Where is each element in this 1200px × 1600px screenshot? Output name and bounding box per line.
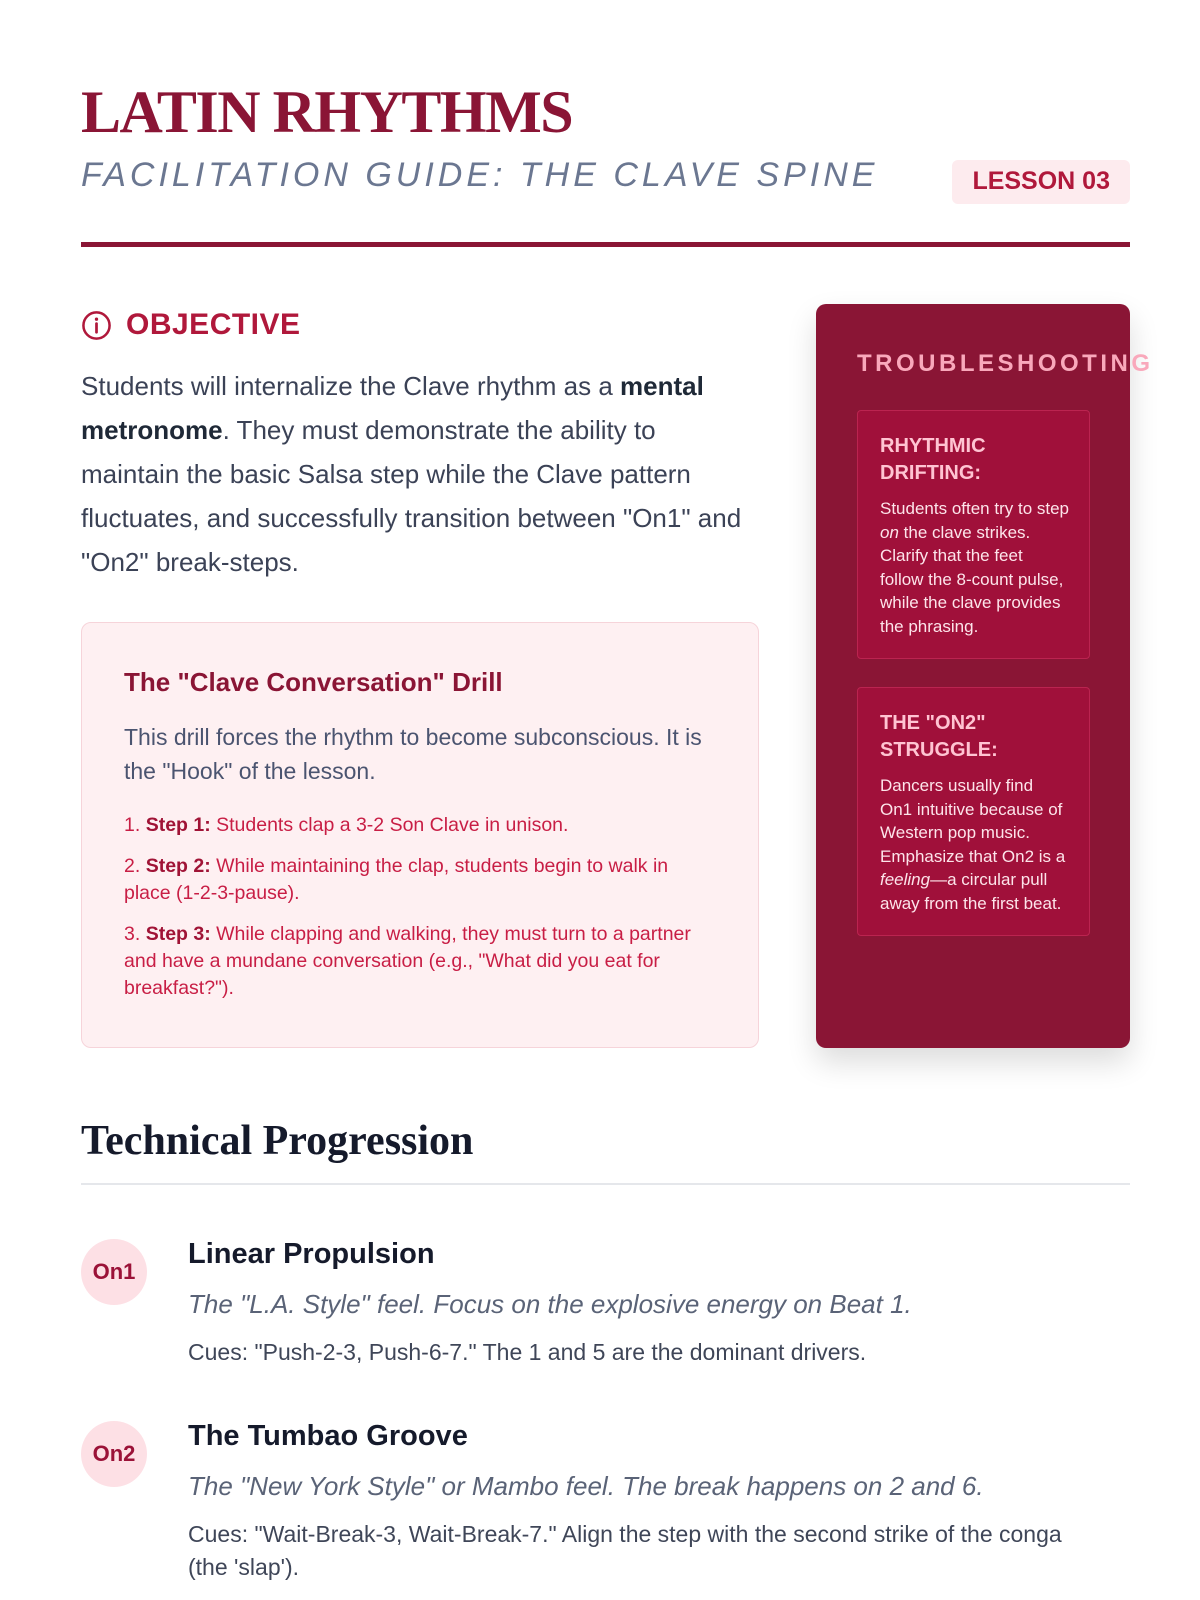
issue-text: Dancers usually find On1 intuitive because of Western pop music. Emphasize that On2 is a feeling—a circular pull away from the first beat. xyxy=(880,776,1066,913)
progression-description: The "New York Style" or Mambo feel. The break happens on 2 and 6. xyxy=(188,1470,984,1501)
progression-body xyxy=(188,1239,1088,1369)
page-subtitle: FACILITATION GUIDE: THE CLAVE SPINE xyxy=(81,156,879,194)
drill-step: 1. Step 1: Students clap a 3-2 Son Clave in unison. xyxy=(124,814,569,836)
drill-card xyxy=(81,622,759,1048)
drill-intro: This drill forces the rhythm to become subconscious. It is the "Hook" of the lesson. xyxy=(124,724,702,784)
progression-title: The Tumbao Groove xyxy=(188,1420,468,1452)
issue-title: THE "ON2" STRUGGLE: xyxy=(880,712,998,761)
drill-steps-list xyxy=(124,812,718,1002)
header-divider xyxy=(81,242,1130,247)
drill-step: 3. Step 3: While clapping and walking, they must turn to a partner and have a mundane conversation (e.g., "What did you eat for breakfast?"). xyxy=(124,923,691,999)
progression-title: Linear Propulsion xyxy=(188,1238,435,1270)
troubleshooting-panel xyxy=(816,304,1154,1048)
progression-cues: Cues: "Push-2-3, Push-6-7." The 1 and 5 are the dominant drivers. xyxy=(188,1339,867,1366)
section-divider xyxy=(81,1183,1130,1185)
drill-step: 2. Step 2: While maintaining the clap, students begin to walk in place (1-2-3-pause). xyxy=(124,855,669,904)
objective-text: Students will internalize the Clave rhythm as a mental metronome. They must demonstrate the ability to maintain the basic Salsa step while the Clave pattern fluctuates, and successfully transition between "On1" and "On2" break-steps. xyxy=(81,371,742,577)
progression-description: The "L.A. Style" feel. Focus on the explosive energy on Beat 1. xyxy=(188,1288,912,1319)
objective-emphasis: mental metronome xyxy=(81,371,704,445)
progression-body xyxy=(188,1421,1088,1584)
page-title: LATIN RHYTHMS xyxy=(81,79,573,145)
troubleshooting-heading: TROUBLESHOOTING xyxy=(857,350,1154,377)
lesson-badge: LESSON 03 xyxy=(952,160,1130,204)
drill-title: The "Clave Conversation" Drill xyxy=(124,667,503,697)
progression-badge: On2 xyxy=(81,1421,147,1487)
progression-cues: Cues: "Wait-Break-3, Wait-Break-7." Align the step with the second strike of the conga (the 'slap'). xyxy=(188,1521,1062,1581)
issue-title: RHYTHMIC DRIFTING: xyxy=(880,435,986,484)
troubleshooting-item xyxy=(857,687,1090,936)
objective-heading-row xyxy=(81,308,301,342)
technical-progression-heading: Technical Progression xyxy=(81,1118,474,1164)
objective-heading: OBJECTIVE xyxy=(126,308,301,341)
troubleshooting-item xyxy=(857,410,1090,659)
progression-badge: On1 xyxy=(81,1239,147,1305)
info-circle-icon xyxy=(81,310,112,341)
issue-text: Students often try to step on the clave strikes. Clarify that the feet follow the 8-count pulse, while the clave provides the phrasing. xyxy=(880,499,1070,636)
